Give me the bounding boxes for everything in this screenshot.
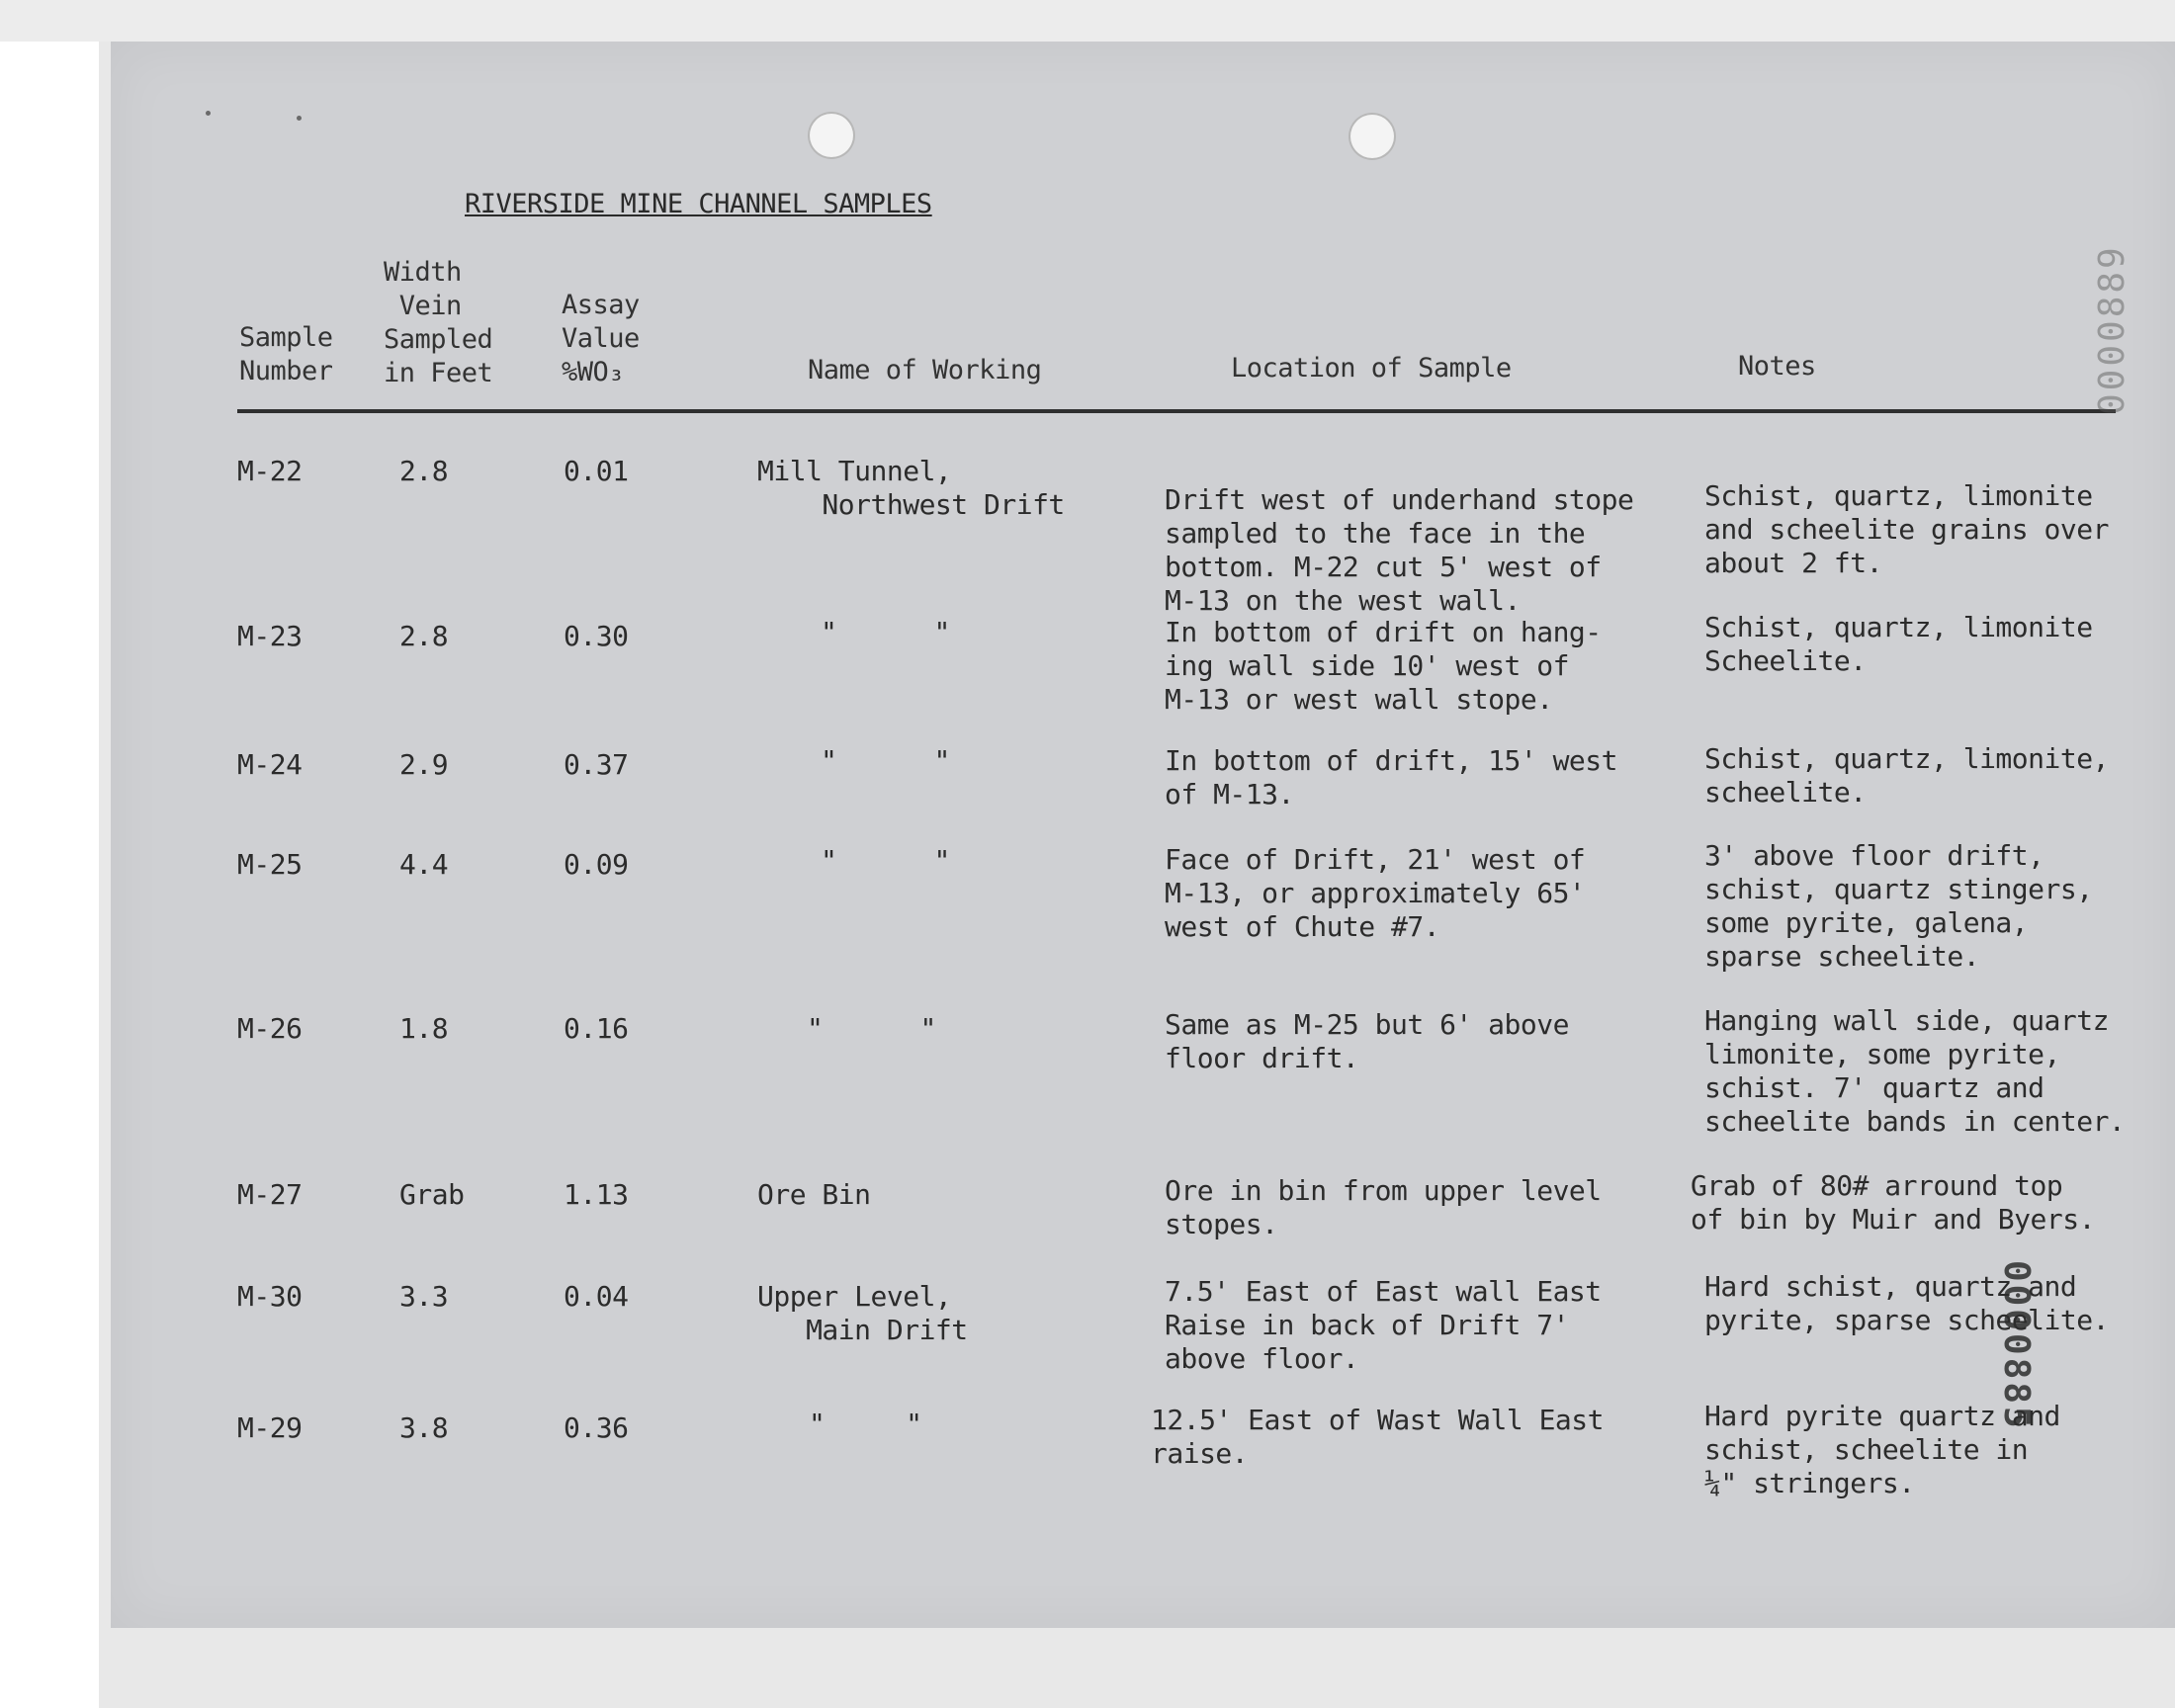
scan-margin-top [0, 0, 2175, 42]
row-1-sample: M-22 [237, 455, 303, 487]
header-sample-number: Sample Number [239, 322, 333, 386]
row-4-notes: 3' above floor drift, schist, quartz stingers, some pyrite, galena, sparse scheelite. [1704, 839, 2093, 973]
row-6-sample: M-27 [237, 1178, 303, 1211]
punch-hole-right [1350, 115, 1394, 158]
row-5-width: 1.8 [399, 1012, 449, 1045]
row-5-notes: Hanging wall side, quartz limonite, some pyrite, schist. 7' quartz and scheelite bands in center. [1704, 1004, 2126, 1138]
row-8-sample: M-29 [237, 1411, 303, 1444]
row-8-assay: 0.36 [564, 1411, 629, 1444]
row-1-working: Mill Tunnel, Northwest Drift [757, 455, 1065, 521]
row-5-sample: M-26 [237, 1012, 303, 1045]
row-4-width: 4.4 [399, 848, 449, 881]
row-3-working: " " [821, 744, 950, 777]
row-1-assay: 0.01 [564, 455, 629, 487]
header-rule [237, 409, 2116, 413]
margin-number-stamp: 0000885 [1996, 1260, 2037, 1431]
row-7-assay: 0.04 [564, 1280, 629, 1313]
header-location: Location of Sample [1231, 353, 1512, 384]
row-3-notes: Schist, quartz, limonite, scheelite. [1704, 742, 2109, 809]
row-6-location: Ore in bin from upper level stopes. [1165, 1174, 1602, 1240]
row-4-location: Face of Drift, 21' west of M-13, or approximately 65' west of Chute #7. [1165, 843, 1586, 943]
row-7-location: 7.5' East of East wall East Raise in back of Drift 7' above floor. [1165, 1275, 1602, 1375]
row-8-working: " " [809, 1408, 922, 1440]
document-title: RIVERSIDE MINE CHANNEL SAMPLES [465, 189, 932, 219]
row-6-notes: Grab of 80# arround top of bin by Muir and Byers. [1691, 1169, 2095, 1236]
row-6-working: Ore Bin [757, 1178, 871, 1211]
speck [206, 111, 211, 116]
row-3-location: In bottom of drift, 15' west of M-13. [1165, 744, 1618, 811]
row-1-width: 2.8 [399, 455, 449, 487]
row-7-width: 3.3 [399, 1280, 449, 1313]
row-8-width: 3.8 [399, 1411, 449, 1444]
row-6-assay: 1.13 [564, 1178, 629, 1211]
row-5-assay: 0.16 [564, 1012, 629, 1045]
document-number-stamp: 0000889 [2092, 244, 2132, 415]
header-assay: Assay Value %WO₃ [562, 290, 640, 387]
row-5-location: Same as M-25 but 6' above floor drift. [1165, 1008, 1569, 1074]
row-2-assay: 0.30 [564, 620, 629, 652]
row-7-working: Upper Level, Main Drift [757, 1280, 968, 1346]
row-1-location: Drift west of underhand stope sampled to the face in the bottom. M-22 cut 5' west of M-13 on the west wall. [1165, 483, 1634, 617]
row-2-sample: M-23 [237, 620, 303, 652]
row-8-notes: Hard pyrite quartz and schist, scheelite in ¼" stringers. [1704, 1400, 2060, 1499]
row-3-assay: 0.37 [564, 748, 629, 781]
speck [297, 116, 302, 121]
row-3-sample: M-24 [237, 748, 303, 781]
row-4-sample: M-25 [237, 848, 303, 881]
row-3-width: 2.9 [399, 748, 449, 781]
scan-margin-left [0, 0, 99, 1708]
row-8-location: 12.5' East of Wast Wall East raise. [1151, 1404, 1605, 1470]
row-7-sample: M-30 [237, 1280, 303, 1313]
header-working: Name of Working [808, 355, 1042, 385]
header-notes: Notes [1738, 351, 1816, 382]
row-2-location: In bottom of drift on hang- ing wall side 10' west of M-13 or west wall stope. [1165, 616, 1602, 716]
row-2-notes: Schist, quartz, limonite Scheelite. [1704, 611, 2093, 677]
row-2-width: 2.8 [399, 620, 449, 652]
row-4-working: " " [821, 844, 950, 877]
header-width: Width Vein Sampled in Feet [384, 257, 493, 388]
row-2-working: " " [821, 616, 950, 648]
row-4-assay: 0.09 [564, 848, 629, 881]
row-6-width: Grab [399, 1178, 465, 1211]
punch-hole-left [810, 114, 853, 157]
row-1-notes: Schist, quartz, limonite and scheelite grains over about 2 ft. [1704, 479, 2109, 579]
row-5-working: " " [807, 1012, 936, 1045]
row-7-notes: Hard schist, quartz and pyrite, sparse scheelite. [1704, 1270, 2109, 1336]
